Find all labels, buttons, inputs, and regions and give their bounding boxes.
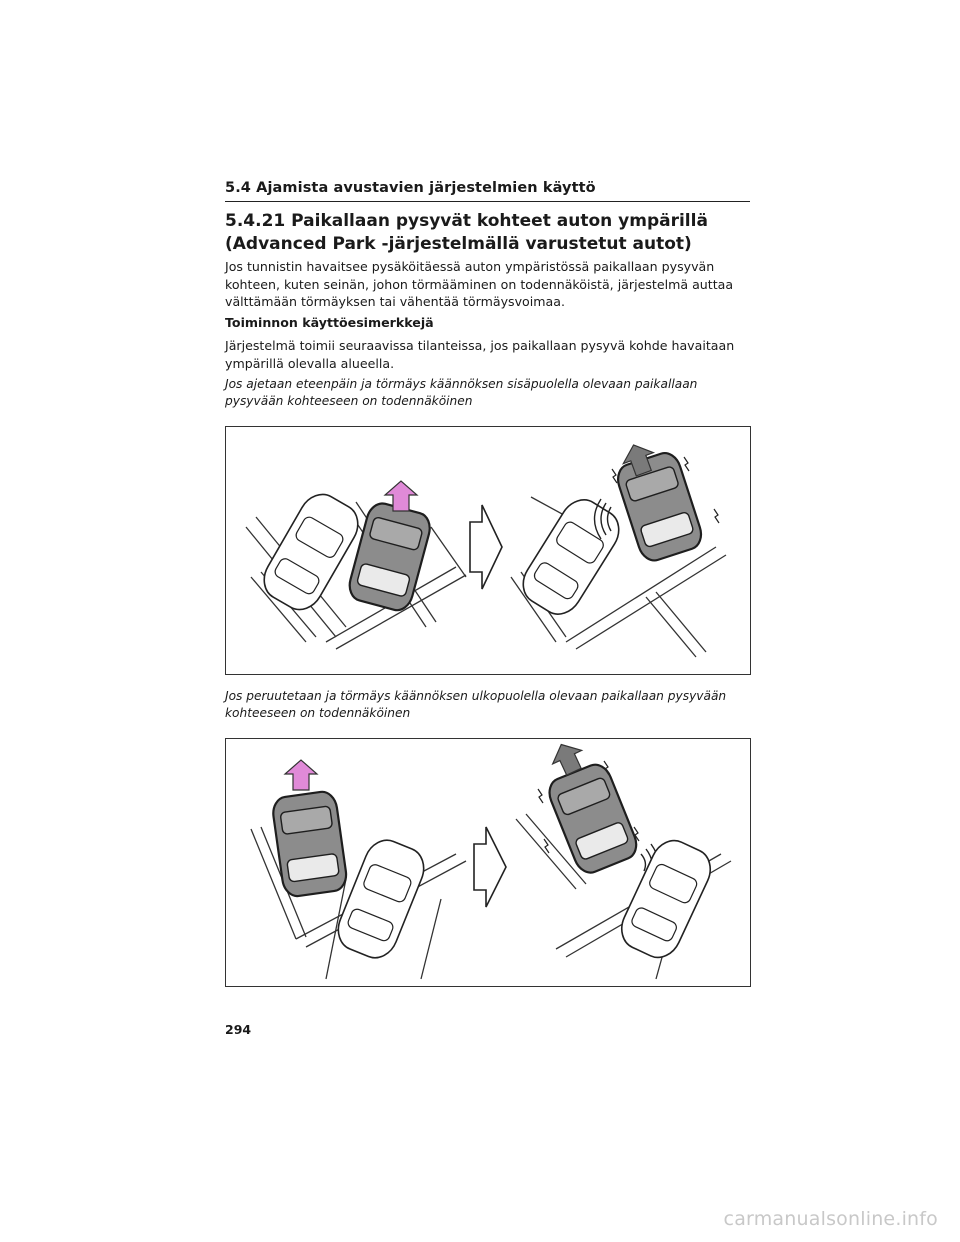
- parked-car-right: [515, 492, 627, 622]
- figure-forward-example: [225, 426, 751, 675]
- intro-paragraph: Jos tunnistin havaitsee pysäköitäessä auton ympäristössä paikallaan pysyvän kohteen, kuten seinän, johon törmääminen on todennäköistä, järjestelmä auttaa välttämään törmäyksen tai vähentää törmäysvoimaa.: [225, 259, 734, 309]
- parked-car-left: [256, 487, 366, 617]
- page-number: 294: [225, 1022, 252, 1037]
- own-car-right: [544, 760, 641, 877]
- description-paragraph: Järjestelmä toimii seuraavissa tilanteissa, jos paikallaan pysyvä kohde havaitaan ympärillä olevalla alueella.: [225, 338, 735, 371]
- section-title: 5.4.21 Paikallaan pysyvät kohteet auton ympärillä (Advanced Park -järjestelmällä varustetut autot): [225, 211, 708, 254]
- own-car-left: [271, 790, 348, 898]
- example-caption-reverse: Jos peruutetaan ja törmäys käännöksen ulkopuolella olevaan paikallaan pysyvään kohteeseen on todennäköinen: [225, 689, 727, 720]
- own-car-right: [614, 449, 706, 564]
- examples-subheading: Toiminnon käyttöesimerkkejä: [225, 315, 434, 330]
- direction-arrow-icon: [285, 760, 317, 790]
- figure-reverse-example: [225, 738, 751, 987]
- process-arrow-icon: [474, 827, 506, 907]
- example-caption-forward: Jos ajetaan eteenpäin ja törmäys käännöksen sisäpuolella olevaan paikallaan pysyvään kohteeseen on todennäköinen: [225, 377, 698, 408]
- parked-car-left: [331, 834, 430, 964]
- watermark-text: carmanualsonline.info: [723, 1208, 938, 1230]
- running-header: 5.4 Ajamista avustavien järjestelmien käyttö: [225, 180, 750, 202]
- own-car-left: [346, 500, 434, 613]
- process-arrow-icon: [470, 505, 502, 589]
